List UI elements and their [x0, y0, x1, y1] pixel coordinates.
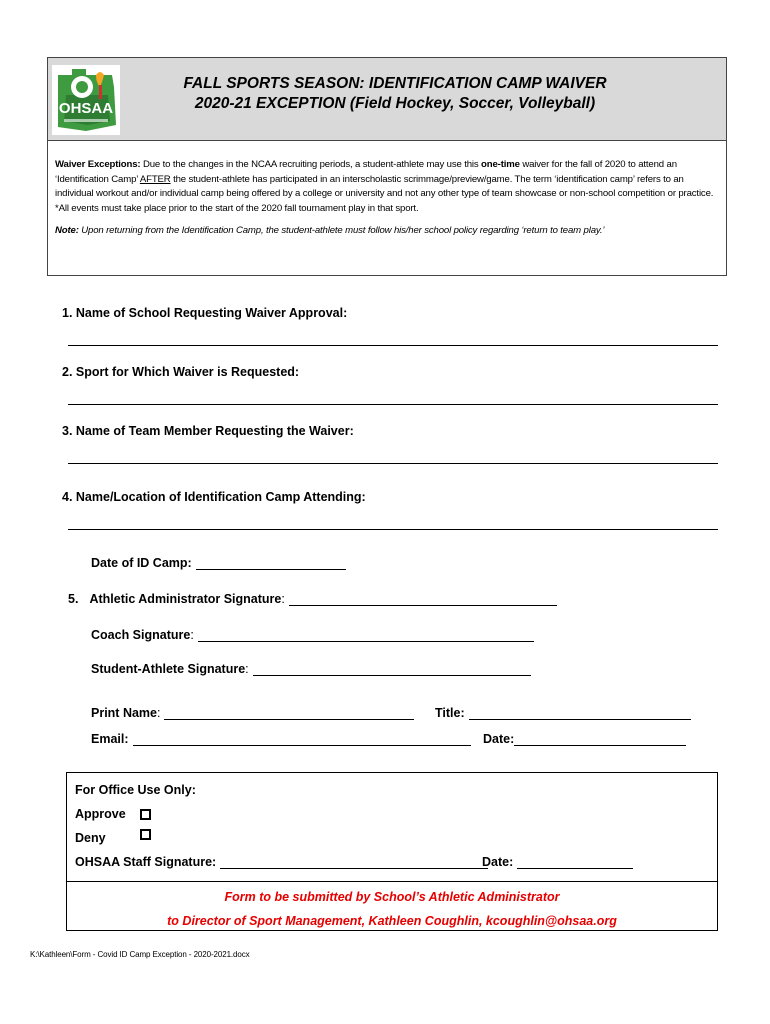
approve-label: Approve	[75, 807, 126, 821]
waiver-intro	[55, 158, 723, 239]
note-label: Note:	[55, 225, 79, 236]
email-field[interactable]	[133, 733, 471, 746]
coach-signature-field[interactable]	[198, 629, 534, 642]
athletic-admin-signature-row	[68, 592, 557, 606]
after-text: AFTER	[139, 173, 171, 185]
one-time-text: one-time	[481, 159, 520, 170]
submission-instruction-line-2: to Director of Sport Management, Kathleen Coughlin, kcoughlin@ohsaa.org	[167, 914, 617, 928]
title-line-1: FALL SPORTS SEASON: IDENTIFICATION CAMP WAIVER	[183, 75, 607, 92]
deny-checkbox[interactable]	[140, 829, 151, 840]
colon: :	[245, 662, 249, 676]
title-field[interactable]	[469, 707, 691, 720]
colon: :	[157, 706, 161, 720]
school-name-field[interactable]	[68, 345, 718, 346]
date-row	[483, 732, 686, 746]
waiver-exceptions-label: Waiver Exceptions:	[55, 159, 141, 170]
email-row	[91, 732, 471, 746]
deny-label: Deny	[75, 831, 106, 845]
colon: :	[281, 592, 285, 606]
question-2-label: 2. Sport for Which Waiver is Requested:	[62, 365, 300, 379]
office-date-row	[482, 855, 633, 869]
office-date-field[interactable]	[517, 856, 633, 869]
intro-text-b: waiver for the fall of 2020 to attend an ‘Identification Camp’	[55, 159, 677, 185]
page-title	[130, 74, 660, 114]
approve-checkbox[interactable]	[140, 809, 151, 820]
office-use-heading: For Office Use Only:	[75, 783, 196, 797]
intro-text-a: Due to the changes in the NCAA recruiting periods, a student-athlete may use this	[140, 159, 482, 170]
athletic-admin-signature-field[interactable]	[289, 593, 557, 606]
student-athlete-signature-label: Student-Athlete Signature	[91, 662, 246, 676]
question-3-label: 3. Name of Team Member Requesting the Waiver:	[62, 424, 354, 438]
date-of-id-camp-field[interactable]	[196, 557, 346, 570]
coach-signature-row	[91, 628, 534, 642]
coach-signature-label: Coach Signature	[91, 628, 191, 642]
date-of-id-camp-label: Date of ID Camp:	[91, 556, 192, 570]
camp-name-location-field[interactable]	[68, 529, 718, 530]
question-1-label: 1. Name of School Requesting Waiver Approval:	[62, 306, 348, 320]
office-divider	[66, 881, 718, 882]
title-label: Title:	[435, 706, 465, 720]
office-date-label: Date:	[482, 855, 514, 869]
note-paragraph	[55, 224, 723, 239]
title-row	[435, 706, 691, 720]
date-label: Date:	[483, 732, 515, 746]
staff-signature-label: OHSAA Staff Signature:	[75, 855, 217, 869]
all-events-text: *All events must take place prior to the start of the 2020 fall tournament play in that sport.	[55, 202, 419, 214]
staff-signature-field[interactable]	[220, 856, 488, 869]
question-4-label: 4. Name/Location of Identification Camp Attending:	[62, 490, 366, 504]
title-line-2: 2020-21 EXCEPTION (Field Hockey, Soccer, Volleyball)	[194, 95, 596, 112]
date-of-id-camp-row	[91, 556, 346, 570]
intro-text-c: the student-athlete has participated in an interscholastic scrimmage/preview/game. The term ‘identification camp’ refers to an individual workout and/or individual camp being offered by a college or university and not any other type of team showcase or non-school competition or practice.	[55, 173, 714, 199]
print-name-field[interactable]	[164, 707, 414, 720]
file-path-footer: K:\Kathleen\Form - Covid ID Camp Exception - 2020-2021.docx	[30, 950, 250, 959]
email-label: Email:	[91, 732, 129, 746]
print-name-row	[91, 706, 414, 720]
sport-field[interactable]	[68, 404, 718, 405]
submission-instruction-line-1: Form to be submitted by School’s Athletic Administrator	[224, 890, 560, 904]
date-field[interactable]	[514, 733, 686, 746]
ohsaa-logo	[52, 65, 120, 135]
team-member-name-field[interactable]	[68, 463, 718, 464]
student-athlete-signature-field[interactable]	[253, 663, 531, 676]
question-5-number: 5.	[68, 592, 79, 606]
waiver-exceptions-paragraph	[55, 158, 723, 202]
note-text: Upon returning from the Identification Camp, the student-athlete must follow his/her school policy regarding ‘return to team play.’	[78, 225, 605, 236]
student-athlete-signature-row	[91, 662, 531, 676]
athletic-admin-signature-label: Athletic Administrator Signature	[89, 592, 282, 606]
colon: :	[190, 628, 194, 642]
staff-signature-row	[75, 855, 488, 869]
print-name-label: Print Name	[91, 706, 157, 720]
logo-text: OHSAA	[58, 100, 114, 117]
